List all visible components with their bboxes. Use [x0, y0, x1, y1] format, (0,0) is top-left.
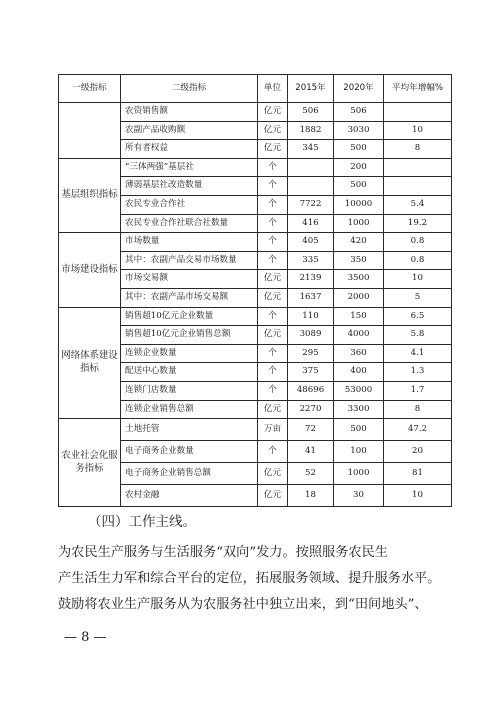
value-2015-cell: 18 [288, 485, 334, 507]
paragraph-line: 产生活生力军和综合平台的定位，拓展服务领域、提升服务水平。 [58, 571, 441, 586]
indicator-cell: 销售超10亿元企业销售总额 [121, 326, 258, 345]
indicator-cell: 农副产品收购额 [121, 121, 258, 140]
growth-cell: 81 [384, 463, 452, 485]
growth-cell: 0.8 [384, 251, 452, 270]
group-label: 网络体系建设指标 [59, 307, 121, 419]
value-2020-cell: 350 [334, 251, 384, 270]
group-label [59, 103, 121, 159]
growth-cell: 8 [384, 400, 452, 419]
value-2015-cell: 2139 [288, 270, 334, 289]
growth-cell: 4.1 [384, 344, 452, 363]
value-2020-cell: 53000 [334, 381, 384, 400]
growth-cell: 0.8 [384, 233, 452, 252]
unit-cell: 个 [258, 177, 288, 196]
section-heading: （四）工作主线。 [88, 514, 196, 530]
value-2015-cell: 72 [288, 419, 334, 441]
indicator-cell: 农资销售额 [121, 103, 258, 122]
value-2015-cell: 1882 [288, 121, 334, 140]
table-row [59, 419, 452, 441]
paragraph-line: 鼓励将农业生产服务从为农服务社中独立出来，到“田间地头”、 [58, 597, 428, 612]
indicator-cell: 配送中心数量 [121, 363, 258, 382]
value-2015-cell: 110 [288, 307, 334, 326]
value-2015-cell: 405 [288, 233, 334, 252]
indicator-cell: 农民专业合作社 [121, 195, 258, 214]
growth-cell: 5 [384, 288, 452, 307]
indicator-cell: 销售超10亿元企业数量 [121, 307, 258, 326]
value-2020-cell: 506 [334, 103, 384, 122]
header-2015: 2015年 [288, 75, 334, 103]
value-2015-cell: 52 [288, 463, 334, 485]
unit-cell: 个 [258, 381, 288, 400]
value-2020-cell: 3300 [334, 400, 384, 419]
unit-cell: 个 [258, 214, 288, 233]
growth-cell [384, 158, 452, 177]
growth-cell: 8 [384, 140, 452, 159]
unit-cell: 亿元 [258, 121, 288, 140]
header-unit: 单位 [258, 75, 288, 103]
group-label: 市场建设指标 [59, 233, 121, 307]
growth-cell: 1.3 [384, 363, 452, 382]
indicator-cell: 连锁门店数量 [121, 381, 258, 400]
value-2020-cell: 400 [334, 363, 384, 382]
value-2015-cell: 41 [288, 441, 334, 463]
indicator-cell: 农村金融 [121, 485, 258, 507]
group-label: 基层组织指标 [59, 158, 121, 232]
indicator-cell: 电子商务企业数量 [121, 441, 258, 463]
indicator-cell: 其中：农副产品市场交易额 [121, 288, 258, 307]
value-2020-cell: 3030 [334, 121, 384, 140]
table-row [59, 158, 452, 177]
value-2015-cell [288, 158, 334, 177]
growth-cell: 10 [384, 485, 452, 507]
page-number: — 8 — [64, 630, 107, 645]
value-2020-cell: 30 [334, 485, 384, 507]
unit-cell: 个 [258, 307, 288, 326]
indicator-cell: 连锁企业数量 [121, 344, 258, 363]
value-2015-cell: 375 [288, 363, 334, 382]
indicator-cell: “三体两强”基层社 [121, 158, 258, 177]
value-2020-cell: 2000 [334, 288, 384, 307]
paragraph-line: 为农民生产服务与生活服务“双向”发力。按照服务农民生 [58, 545, 388, 560]
header-2020: 2020年 [334, 75, 384, 103]
value-2015-cell [288, 177, 334, 196]
unit-cell: 亿元 [258, 326, 288, 345]
table-row [59, 103, 452, 122]
unit-cell: 个 [258, 233, 288, 252]
growth-cell: 19.2 [384, 214, 452, 233]
value-2020-cell: 4000 [334, 326, 384, 345]
value-2020-cell: 420 [334, 233, 384, 252]
value-2015-cell: 3089 [288, 326, 334, 345]
value-2015-cell: 7722 [288, 195, 334, 214]
indicator-cell: 其中：农副产品交易市场数量 [121, 251, 258, 270]
unit-cell: 亿元 [258, 103, 288, 122]
unit-cell: 个 [258, 441, 288, 463]
growth-cell [384, 177, 452, 196]
growth-cell: 5.8 [384, 326, 452, 345]
indicator-cell: 市场交易额 [121, 270, 258, 289]
indicator-cell: 薄弱基层社改造数量 [121, 177, 258, 196]
value-2015-cell: 2270 [288, 400, 334, 419]
unit-cell: 个 [258, 158, 288, 177]
value-2015-cell: 506 [288, 103, 334, 122]
growth-cell: 6.5 [384, 307, 452, 326]
unit-cell: 个 [258, 251, 288, 270]
growth-cell: 5.4 [384, 195, 452, 214]
value-2015-cell: 48696 [288, 381, 334, 400]
table-body [59, 103, 452, 507]
growth-cell [384, 103, 452, 122]
unit-cell: 亿元 [258, 270, 288, 289]
value-2020-cell: 1000 [334, 463, 384, 485]
value-2020-cell: 150 [334, 307, 384, 326]
growth-cell: 47.2 [384, 419, 452, 441]
growth-cell: 10 [384, 121, 452, 140]
indicator-cell: 连锁企业销售总额 [121, 400, 258, 419]
value-2015-cell: 345 [288, 140, 334, 159]
unit-cell: 个 [258, 344, 288, 363]
value-2015-cell: 295 [288, 344, 334, 363]
unit-cell: 亿元 [258, 463, 288, 485]
value-2015-cell: 1637 [288, 288, 334, 307]
indicator-cell: 市场数量 [121, 233, 258, 252]
unit-cell: 万亩 [258, 419, 288, 441]
value-2020-cell: 500 [334, 177, 384, 196]
group-label: 农业社会化服务指标 [59, 419, 121, 507]
value-2020-cell: 1000 [334, 214, 384, 233]
indicator-cell: 农民专业合作社联合社数量 [121, 214, 258, 233]
value-2020-cell: 200 [334, 158, 384, 177]
table-row [59, 233, 452, 252]
growth-cell: 10 [384, 270, 452, 289]
indicator-cell: 土地托管 [121, 419, 258, 441]
unit-cell: 亿元 [258, 140, 288, 159]
growth-cell: 1.7 [384, 381, 452, 400]
value-2020-cell: 100 [334, 441, 384, 463]
header-growth: 平均年增幅% [384, 75, 452, 103]
unit-cell: 亿元 [258, 288, 288, 307]
growth-cell: 20 [384, 441, 452, 463]
table-row [59, 307, 452, 326]
value-2020-cell: 360 [334, 344, 384, 363]
indicator-table [58, 74, 452, 507]
value-2015-cell: 416 [288, 214, 334, 233]
unit-cell: 亿元 [258, 400, 288, 419]
header-level2: 二级指标 [121, 75, 258, 103]
table-header-row [59, 75, 452, 103]
header-level1: 一级指标 [59, 75, 121, 103]
value-2015-cell: 335 [288, 251, 334, 270]
unit-cell: 亿元 [258, 485, 288, 507]
indicator-cell: 电子商务企业销售总额 [121, 463, 258, 485]
unit-cell: 个 [258, 363, 288, 382]
value-2020-cell: 3500 [334, 270, 384, 289]
value-2020-cell: 500 [334, 140, 384, 159]
indicator-cell: 所有者权益 [121, 140, 258, 159]
value-2020-cell: 500 [334, 419, 384, 441]
unit-cell: 个 [258, 195, 288, 214]
value-2020-cell: 10000 [334, 195, 384, 214]
